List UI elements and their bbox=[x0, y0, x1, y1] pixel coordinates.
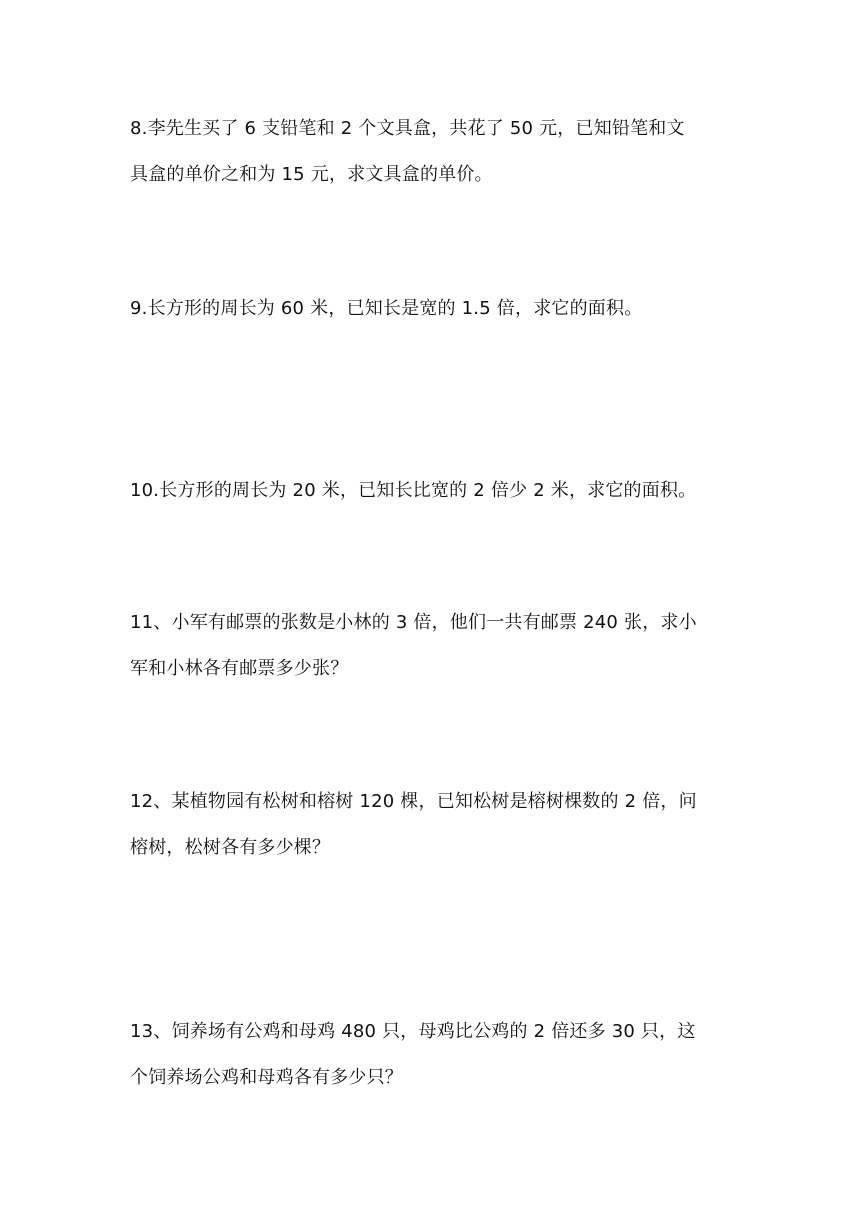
question-12-line-2: 榕树，松树各有多少棵？ bbox=[130, 837, 331, 858]
question-11-line-1: 11、小军有邮票的张数是小林的 3 倍，他们一共有邮票 240 张，求小 bbox=[130, 612, 697, 633]
question-9 bbox=[130, 286, 740, 332]
question-9-line-1: 9.长方形的周长为 60 米，已知长是宽的 1.5 倍，求它的面积。 bbox=[130, 298, 643, 319]
question-13-line-2: 个饲养场公鸡和母鸡各有多少只？ bbox=[130, 1067, 403, 1088]
question-13 bbox=[130, 1009, 740, 1101]
question-12 bbox=[130, 779, 740, 871]
question-8-line-2: 具盒的单价之和为 15 元，求文具盒的单价。 bbox=[130, 164, 493, 185]
question-12-line-1: 12、某植物园有松树和榕树 120 棵，已知松树是榕树棵数的 2 倍，问 bbox=[130, 791, 697, 812]
question-8 bbox=[130, 106, 740, 198]
question-13-line-1: 13、饲养场有公鸡和母鸡 480 只，母鸡比公鸡的 2 倍还多 30 只，这 bbox=[130, 1021, 696, 1042]
question-11-line-2: 军和小林各有邮票多少张？ bbox=[130, 658, 349, 679]
question-10 bbox=[130, 468, 740, 514]
question-8-line-1: 8.李先生买了 6 支铅笔和 2 个文具盒，共花了 50 元，已知铅笔和文 bbox=[130, 118, 685, 139]
question-11 bbox=[130, 600, 740, 692]
question-10-line-1: 10.长方形的周长为 20 米，已知长比宽的 2 倍少 2 米，求它的面积。 bbox=[130, 480, 697, 501]
